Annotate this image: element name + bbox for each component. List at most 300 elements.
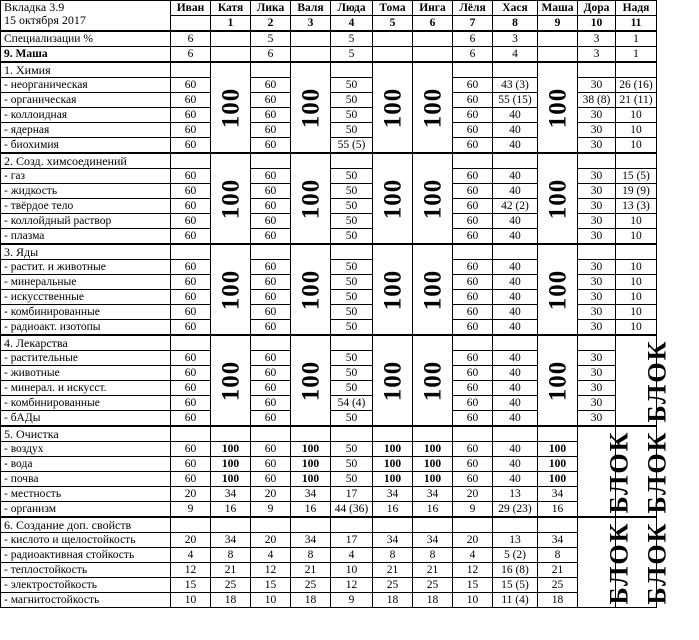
value-cell: 16 (8) [493, 563, 538, 578]
lika-value: 60 [251, 138, 291, 154]
value-cell: 6 [251, 47, 291, 63]
value-cell: 20 [453, 487, 493, 502]
lika-value: 60 [251, 184, 291, 199]
value-cell: 12 [251, 563, 291, 578]
dora-value: 30 [578, 123, 616, 138]
value-cell: 50 [331, 442, 373, 457]
row-label: - электростойкость [1, 578, 171, 593]
value-cell: 34 [413, 533, 453, 548]
value-cell: 18 [211, 593, 251, 608]
value-cell: 25 [291, 578, 331, 593]
katya-block-text: 100 [217, 360, 245, 401]
valya-block [291, 244, 331, 335]
nadya-block-text: БЛОК [642, 521, 672, 604]
khasya-value: 55 (15) [493, 93, 538, 108]
value-cell: 34 [373, 533, 413, 548]
value-cell: 25 [538, 578, 578, 593]
empty-cell [578, 335, 616, 351]
katya-block-text: 100 [217, 87, 245, 128]
khasya-value: 43 (3) [493, 78, 538, 93]
value-cell: 17 [331, 533, 373, 548]
value-cell: 5 (2) [493, 548, 538, 563]
value-cell: 40 [493, 472, 538, 487]
toma-block-text: 100 [379, 269, 407, 310]
dora-value: 30 [578, 229, 616, 245]
lika-value: 60 [251, 214, 291, 229]
row-label: - организм [1, 502, 171, 518]
khasya-value: 40 [493, 290, 538, 305]
section-title: 3. Яды [1, 244, 171, 260]
table-row [1, 487, 657, 502]
lelya-value: 60 [453, 123, 493, 138]
value-cell: 100 [211, 472, 251, 487]
lyuda-value: 50 [331, 260, 373, 275]
value-cell: 60 [453, 442, 493, 457]
nadya-value: 19 (9) [616, 184, 657, 199]
nadya-value: 10 [616, 260, 657, 275]
valya-block-text: 100 [297, 178, 325, 219]
value-cell: 4 [493, 47, 538, 63]
value-cell [291, 47, 331, 63]
value-cell: 100 [538, 442, 578, 457]
toma-block-text: 100 [379, 87, 407, 128]
empty-cell [578, 62, 616, 78]
row-label: - коллоидная [1, 108, 171, 123]
empty-cell [171, 426, 211, 442]
value-cell: 16 [211, 502, 251, 518]
row-label: - теплостойкость [1, 563, 171, 578]
value-cell: 29 (23) [493, 502, 538, 518]
ivan-value: 60 [171, 366, 211, 381]
lelya-value: 60 [453, 320, 493, 336]
masha-block-text: 100 [544, 87, 572, 128]
lyuda-value: 50 [331, 366, 373, 381]
value-cell: 16 [538, 502, 578, 518]
row-label: - животные [1, 366, 171, 381]
ivan-value: 60 [171, 305, 211, 320]
khasya-value: 40 [493, 351, 538, 366]
lyuda-value: 50 [331, 320, 373, 336]
ivan-value: 60 [171, 411, 211, 427]
empty-cell [331, 153, 373, 169]
column-number: 3 [291, 16, 331, 32]
nadya-value: 10 [616, 290, 657, 305]
row-label: - кислото и щелостойкость [1, 533, 171, 548]
lelya-value: 60 [453, 199, 493, 214]
value-cell: 9 [171, 502, 211, 518]
lelya-value: 60 [453, 396, 493, 411]
value-cell: 50 [331, 457, 373, 472]
section-title-row [1, 335, 657, 351]
toma-block [373, 62, 413, 153]
empty-cell [493, 517, 538, 533]
value-cell: 5 [251, 31, 291, 47]
nadya-value: 10 [616, 305, 657, 320]
lyuda-value: 50 [331, 275, 373, 290]
khasya-value: 42 (2) [493, 199, 538, 214]
katya-block [211, 62, 251, 153]
value-cell: 12 [453, 563, 493, 578]
lika-value: 60 [251, 381, 291, 396]
masha-block-text: 100 [544, 360, 572, 401]
dora-value: 30 [578, 366, 616, 381]
dora-value: 30 [578, 169, 616, 184]
table-row [1, 502, 657, 518]
nadya-block [616, 335, 672, 426]
section-title: 6. Создание доп. свойств [1, 517, 171, 533]
value-cell: 1 [616, 47, 657, 63]
toma-block-text: 100 [379, 178, 407, 219]
lika-value: 60 [251, 260, 291, 275]
column-name: Надя [616, 1, 657, 16]
ivan-value: 60 [171, 169, 211, 184]
table-row [1, 457, 657, 472]
empty-cell [211, 426, 251, 442]
value-cell [413, 47, 453, 63]
lyuda-value: 55 (5) [331, 138, 373, 154]
value-cell: 60 [453, 472, 493, 487]
value-cell: 100 [413, 472, 453, 487]
lyuda-value: 50 [331, 78, 373, 93]
value-cell: 8 [373, 548, 413, 563]
lelya-value: 60 [453, 305, 493, 320]
lika-value: 60 [251, 199, 291, 214]
value-cell: 50 [331, 472, 373, 487]
lyuda-value: 54 (4) [331, 396, 373, 411]
column-number: 10 [578, 16, 616, 32]
katya-block [211, 153, 251, 244]
value-cell: 34 [373, 487, 413, 502]
tab-title [1, 1, 171, 32]
empty-cell [331, 335, 373, 351]
row-label: 9. Маша [1, 47, 171, 63]
table-row [1, 442, 657, 457]
column-number: 6 [413, 16, 453, 32]
katya-block-text: 100 [217, 269, 245, 310]
row-label: - радиоактивная стойкость [1, 548, 171, 563]
row-label: - биохимия [1, 138, 171, 154]
khasya-value: 40 [493, 411, 538, 427]
empty-cell [578, 244, 616, 260]
ivan-value: 60 [171, 396, 211, 411]
empty-cell [493, 244, 538, 260]
ivan-value: 60 [171, 320, 211, 336]
value-cell [211, 47, 251, 63]
valya-block-text: 100 [297, 360, 325, 401]
lyuda-value: 50 [331, 199, 373, 214]
lyuda-value: 50 [331, 305, 373, 320]
dora-value: 30 [578, 381, 616, 396]
lyuda-value: 50 [331, 351, 373, 366]
empty-cell [331, 426, 373, 442]
tab-label: Вкладка 3.9 [4, 0, 65, 14]
section-title-row [1, 62, 657, 78]
ivan-value: 60 [171, 214, 211, 229]
column-name: Катя [211, 1, 251, 16]
value-cell: 21 [291, 563, 331, 578]
row-label: - растительные [1, 351, 171, 366]
lyuda-value: 50 [331, 169, 373, 184]
empty-cell [291, 517, 331, 533]
value-cell: 34 [291, 487, 331, 502]
column-name: Люда [331, 1, 373, 16]
valya-block-text: 100 [297, 87, 325, 128]
value-cell: 4 [331, 548, 373, 563]
row-label: - коллойдный раствор [1, 214, 171, 229]
lelya-value: 60 [453, 108, 493, 123]
ivan-value: 60 [171, 260, 211, 275]
ivan-value: 60 [171, 78, 211, 93]
masha-block [538, 244, 578, 335]
empty-cell [453, 517, 493, 533]
value-cell: 12 [171, 563, 211, 578]
column-name: Лёля [453, 1, 493, 16]
value-cell: 9 [331, 593, 373, 608]
empty-cell [251, 62, 291, 78]
khasya-value: 40 [493, 260, 538, 275]
value-cell: 10 [251, 593, 291, 608]
dora-value: 30 [578, 396, 616, 411]
empty-cell [171, 62, 211, 78]
row-label: - минеральные [1, 275, 171, 290]
value-cell: 25 [373, 578, 413, 593]
empty-cell [373, 517, 413, 533]
valya-block [291, 153, 331, 244]
value-cell: 4 [171, 548, 211, 563]
value-cell: 5 [331, 47, 373, 63]
dora-value: 30 [578, 184, 616, 199]
toma-block-text: 100 [379, 360, 407, 401]
section-title: 5. Очистка [1, 426, 171, 442]
empty-cell [251, 517, 291, 533]
khasya-value: 40 [493, 108, 538, 123]
value-cell: 100 [291, 457, 331, 472]
value-cell: 10 [453, 593, 493, 608]
dora-value: 30 [578, 305, 616, 320]
valya-block [291, 62, 331, 153]
table-row [1, 472, 657, 487]
row-label: - воздух [1, 442, 171, 457]
lyuda-value: 50 [331, 229, 373, 245]
table-row [1, 548, 657, 563]
nadya-value: 10 [616, 320, 657, 336]
header-row-names [1, 1, 657, 16]
column-number: 2 [251, 16, 291, 32]
lika-value: 60 [251, 351, 291, 366]
value-cell: 16 [413, 502, 453, 518]
empty-cell [453, 335, 493, 351]
value-cell: 20 [171, 533, 211, 548]
section-title: 1. Химия [1, 62, 171, 78]
masha-block-text: 100 [544, 178, 572, 219]
ivan-value: 60 [171, 275, 211, 290]
empty-cell [331, 244, 373, 260]
table-row [1, 563, 657, 578]
value-cell: 3 [578, 47, 616, 63]
dora-block [578, 426, 634, 517]
nadya-value: 10 [616, 214, 657, 229]
dora-value: 30 [578, 260, 616, 275]
value-cell: 10 [171, 593, 211, 608]
row-label: - почва [1, 472, 171, 487]
nadya-value: 10 [616, 275, 657, 290]
value-cell: 40 [493, 442, 538, 457]
empty-cell [493, 426, 538, 442]
khasya-value: 40 [493, 169, 538, 184]
dora-value: 30 [578, 411, 616, 427]
nadya-value: 10 [616, 229, 657, 245]
column-name: Иван [171, 1, 211, 16]
value-cell: 60 [251, 442, 291, 457]
value-cell: 9 [251, 502, 291, 518]
empty-cell [251, 426, 291, 442]
row-label: - вода [1, 457, 171, 472]
value-cell: 20 [171, 487, 211, 502]
khasya-value: 40 [493, 305, 538, 320]
empty-cell [578, 153, 616, 169]
empty-cell [413, 426, 453, 442]
lelya-value: 60 [453, 366, 493, 381]
khasya-value: 40 [493, 366, 538, 381]
value-cell: 6 [453, 47, 493, 63]
table-row [1, 533, 657, 548]
value-cell: 16 [373, 502, 413, 518]
inga-block-text: 100 [419, 87, 447, 128]
row-label: - минерал. и искусст. [1, 381, 171, 396]
inga-block [413, 244, 453, 335]
value-cell: 21 [211, 563, 251, 578]
value-cell: 18 [413, 593, 453, 608]
date-label: 15 октября 2017 [4, 13, 86, 27]
column-name: Дора [578, 1, 616, 16]
row-label: - неорганическая [1, 78, 171, 93]
section-title-row [1, 244, 657, 260]
row-label: - комбинированные [1, 396, 171, 411]
empty-cell [171, 16, 211, 32]
row-label: - жидкость [1, 184, 171, 199]
nadya-block-text: БЛОК [642, 430, 672, 513]
value-cell: 21 [373, 563, 413, 578]
value-cell: 60 [453, 457, 493, 472]
empty-cell [453, 426, 493, 442]
masha-row [1, 47, 657, 63]
nadya-value: 15 (5) [616, 169, 657, 184]
row-label: - плазма [1, 229, 171, 245]
empty-cell [453, 153, 493, 169]
value-cell: 6 [453, 31, 493, 47]
row-label: - местность [1, 487, 171, 502]
dora-value: 30 [578, 290, 616, 305]
value-cell: 11 (4) [493, 593, 538, 608]
lelya-value: 60 [453, 411, 493, 427]
dora-value: 30 [578, 214, 616, 229]
value-cell: 34 [291, 533, 331, 548]
column-number: 9 [538, 16, 578, 32]
empty-cell [373, 426, 413, 442]
ivan-value: 60 [171, 184, 211, 199]
lelya-value: 60 [453, 184, 493, 199]
empty-cell [291, 426, 331, 442]
empty-cell [616, 153, 657, 169]
value-cell: 100 [373, 457, 413, 472]
empty-cell [251, 335, 291, 351]
dora-value: 30 [578, 275, 616, 290]
value-cell [373, 31, 413, 47]
empty-cell [251, 153, 291, 169]
lelya-value: 60 [453, 290, 493, 305]
row-label: - радиоакт. изотопы [1, 320, 171, 336]
value-cell: 100 [211, 442, 251, 457]
lyuda-value: 50 [331, 214, 373, 229]
value-cell: 17 [331, 487, 373, 502]
toma-block [373, 335, 413, 426]
value-cell: 40 [493, 457, 538, 472]
value-cell: 100 [538, 472, 578, 487]
empty-cell [171, 335, 211, 351]
nadya-value: 21 (11) [616, 93, 657, 108]
nadya-value: 10 [616, 138, 657, 154]
value-cell: 25 [413, 578, 453, 593]
empty-cell [171, 517, 211, 533]
masha-block [538, 335, 578, 426]
katya-block [211, 244, 251, 335]
section-title-row [1, 153, 657, 169]
dora-value: 30 [578, 351, 616, 366]
empty-cell [538, 426, 578, 442]
value-cell: 100 [291, 442, 331, 457]
value-cell: 9 [453, 502, 493, 518]
inga-block [413, 153, 453, 244]
column-name: Лика [251, 1, 291, 16]
row-label: - магнитостойкость [1, 593, 171, 608]
lika-value: 60 [251, 290, 291, 305]
specialization-row [1, 31, 657, 47]
row-label: - ядерная [1, 123, 171, 138]
dora-value: 30 [578, 320, 616, 336]
empty-cell [211, 517, 251, 533]
value-cell: 25 [211, 578, 251, 593]
column-number: 1 [211, 16, 251, 32]
katya-block-text: 100 [217, 178, 245, 219]
empty-cell [331, 62, 373, 78]
khasya-value: 40 [493, 184, 538, 199]
lelya-value: 60 [453, 351, 493, 366]
lelya-value: 60 [453, 381, 493, 396]
khasya-value: 40 [493, 320, 538, 336]
ivan-value: 60 [171, 93, 211, 108]
value-cell: 12 [331, 578, 373, 593]
lelya-value: 60 [453, 78, 493, 93]
value-cell: 34 [413, 487, 453, 502]
lelya-value: 60 [453, 214, 493, 229]
row-label: - газ [1, 169, 171, 184]
value-cell: 8 [211, 548, 251, 563]
lelya-value: 60 [453, 260, 493, 275]
empty-cell [453, 244, 493, 260]
value-cell: 16 [291, 502, 331, 518]
nadya-block-text: БЛОК [642, 339, 672, 422]
nadya-value: 10 [616, 123, 657, 138]
lika-value: 60 [251, 93, 291, 108]
row-label: - органическая [1, 93, 171, 108]
khasya-value: 40 [493, 214, 538, 229]
ivan-value: 60 [171, 138, 211, 154]
empty-cell [331, 517, 373, 533]
column-name: Маша [538, 1, 578, 16]
value-cell: 100 [373, 472, 413, 487]
section-title-row [1, 517, 657, 533]
dora-value: 30 [578, 78, 616, 93]
